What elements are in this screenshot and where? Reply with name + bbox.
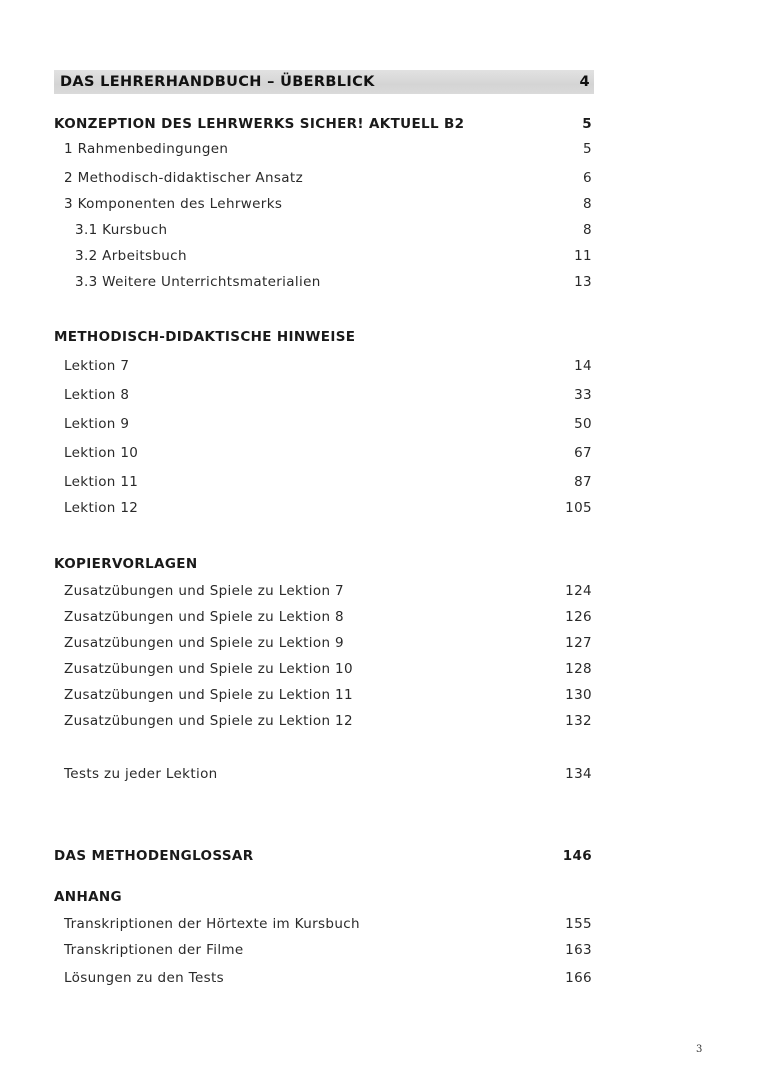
toc-entry-page: 50	[574, 416, 592, 432]
toc-entry	[0, 441, 774, 465]
toc-entry-page: 8	[583, 196, 592, 212]
toc-entry-page: 6	[583, 170, 592, 186]
kopiervorlagen-heading: KOPIERVORLAGEN	[54, 556, 198, 572]
toc-entry-page: 132	[565, 713, 592, 729]
toc-subentry	[0, 218, 774, 242]
toc-entry-label: Zusatzübungen und Spiele zu Lektion 12	[64, 713, 353, 729]
toc-subentry	[0, 270, 774, 294]
toc-entry	[0, 657, 774, 681]
konzeption-heading-page: 5	[582, 116, 592, 132]
toc-entry-label: Lektion 12	[64, 500, 139, 516]
toc-entry	[0, 354, 774, 378]
toc-entry-page: 124	[565, 583, 592, 599]
konzeption-heading: KONZEPTION DES LEHRWERKS SICHER! AKTUELL B2	[54, 116, 465, 132]
toc-entry-label: Zusatzübungen und Spiele zu Lektion 11	[64, 687, 353, 703]
toc-entry-page: 163	[565, 942, 592, 958]
overview-heading: DAS LEHRERHANDBUCH – ÜBERBLICK	[60, 74, 375, 90]
toc-entry-page: 126	[565, 609, 592, 625]
toc-entry	[0, 166, 774, 190]
anhang-heading-row	[0, 885, 774, 909]
overview-heading-row	[54, 70, 594, 94]
hinweise-heading: METHODISCH-DIDAKTISCHE HINWEISE	[54, 329, 356, 345]
toc-entry	[0, 762, 774, 786]
toc-entry	[0, 709, 774, 733]
toc-entry-label: 3.3 Weitere Unterrichtsmaterialien	[75, 274, 321, 290]
toc-entry-page: 87	[574, 474, 592, 490]
toc-entry	[0, 383, 774, 407]
toc-entry-page: 134	[565, 766, 592, 782]
toc-entry	[0, 137, 774, 161]
toc-entry-label: 3 Komponenten des Lehrwerks	[64, 196, 283, 212]
toc-entry-page: 5	[583, 141, 592, 157]
toc-entry-label: Lektion 9	[64, 416, 130, 432]
toc-entry	[0, 683, 774, 707]
toc-entry-label: Zusatzübungen und Spiele zu Lektion 8	[64, 609, 344, 625]
toc-entry-label: 1 Rahmenbedingungen	[64, 141, 229, 157]
toc-entry-label: Tests zu jeder Lektion	[64, 766, 218, 782]
toc-entry-label: Zusatzübungen und Spiele zu Lektion 7	[64, 583, 344, 599]
toc-entry-label: Lektion 7	[64, 358, 130, 374]
toc-entry	[0, 496, 774, 520]
toc-entry	[0, 579, 774, 603]
kopiervorlagen-heading-row	[0, 552, 774, 576]
glossar-heading-row	[0, 844, 774, 868]
toc-entry-page: 127	[565, 635, 592, 651]
toc-entry	[0, 966, 774, 990]
hinweise-heading-row	[0, 325, 774, 349]
toc-entry-page: 33	[574, 387, 592, 403]
toc-entry-page: 14	[574, 358, 592, 374]
toc-entry-page: 13	[574, 274, 592, 290]
toc-entry-label: 2 Methodisch-didaktischer Ansatz	[64, 170, 304, 186]
toc-entry-page: 67	[574, 445, 592, 461]
toc-entry-page: 130	[565, 687, 592, 703]
toc-entry	[0, 470, 774, 494]
toc-entry	[0, 938, 774, 962]
toc-entry-page: 128	[565, 661, 592, 677]
toc-entry-page: 166	[565, 970, 592, 986]
toc-entry	[0, 192, 774, 216]
anhang-heading: ANHANG	[54, 889, 122, 905]
overview-page: 4	[579, 74, 590, 90]
konzeption-heading-row	[0, 112, 774, 136]
toc-entry-label: Lösungen zu den Tests	[64, 970, 225, 986]
toc-entry-label: Lektion 10	[64, 445, 139, 461]
toc-entry-label: Zusatzübungen und Spiele zu Lektion 10	[64, 661, 353, 677]
toc-entry-page: 8	[583, 222, 592, 238]
toc-entry	[0, 412, 774, 436]
toc-entry	[0, 605, 774, 629]
toc-entry-label: 3.2 Arbeitsbuch	[75, 248, 187, 264]
toc-entry-page: 105	[565, 500, 592, 516]
toc-entry-label: Transkriptionen der Hörtexte im Kursbuch	[64, 916, 360, 932]
toc-entry	[0, 912, 774, 936]
page-number: 3	[696, 1044, 703, 1055]
toc-entry-page: 11	[574, 248, 592, 264]
toc-entry	[0, 631, 774, 655]
toc-entry-label: Lektion 8	[64, 387, 130, 403]
toc-entry-label: Zusatzübungen und Spiele zu Lektion 9	[64, 635, 344, 651]
toc-entry-page: 155	[565, 916, 592, 932]
toc-subentry	[0, 244, 774, 268]
toc-entry-label: Transkriptionen der Filme	[64, 942, 244, 958]
toc-entry-label: Lektion 11	[64, 474, 139, 490]
glossar-heading: DAS METHODENGLOSSAR	[54, 848, 254, 864]
glossar-page: 146	[562, 848, 592, 864]
toc-entry-label: 3.1 Kursbuch	[75, 222, 168, 238]
